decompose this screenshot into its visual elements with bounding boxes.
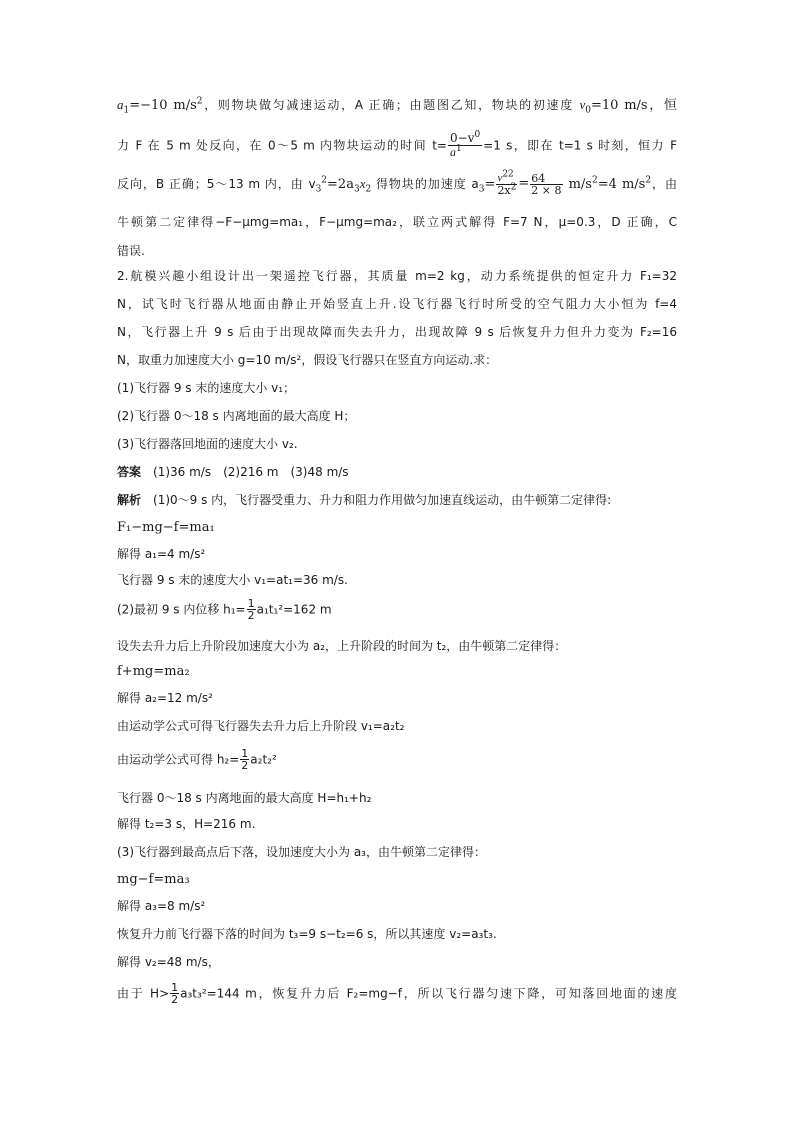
sub-question-1: (1)飞行器 9 s 末的速度大小 v₁；	[117, 381, 296, 395]
result-a3: 解得 a₃=8 m/s²	[117, 899, 206, 913]
result-t2-H: 解得 t₂=3 s，H=216 m.	[117, 817, 256, 831]
fraction-time: $\frac{0-v^0}{a^1}$	[450, 130, 481, 159]
equation-2: f+mg=ma₂	[117, 664, 190, 679]
equation-1: F₁−mg−f=ma₁	[117, 520, 215, 535]
fraction-denominator: 2x	[497, 184, 511, 197]
kinematics-v1: 由运动学公式可得飞行器失去升力后上升阶段 v₁=a₂t₂	[117, 719, 405, 733]
displacement-h1	[117, 598, 332, 624]
text-segment: 得物块的加速度 a	[371, 176, 479, 191]
fraction-v-over-2x: $\frac{v^{22}}{2x^2}$	[497, 169, 517, 197]
question-line-2: N，试飞时飞行器从地面由静止开始竖直上升.设飞行器飞行时所受的空气阻力大小恒为 f=4	[117, 297, 677, 311]
text-segment: m/s	[563, 176, 592, 192]
result-v2: 解得 v₂=48 m/s，	[117, 955, 220, 969]
text-line-4: 牛顿第二定律得−F−μmg=ma₁，F−μmg=ma₂，联立两式解得 F=7 N，μ=0.3，D 正确，C	[117, 215, 677, 229]
text-line-2	[117, 132, 677, 160]
symbol-a: a	[117, 97, 124, 112]
result-v1: 飞行器 9 s 末的速度大小 v₁=at₁=36 m/s.	[117, 573, 348, 587]
result-a2: 解得 a₂=12 m/s²	[117, 691, 213, 705]
text-line-1: $a_1=-10$ $m/s^2$，则物块做匀减速运动，A 正确；由题图乙知，物块的初速度 $v_0=10$ m/s，恒	[117, 96, 677, 116]
equation-3: mg−f=ma₃	[117, 872, 190, 887]
max-height-eq: 飞行器 0～18 s 内离地面的最大高度 H=h₁+h₂	[117, 791, 372, 805]
text-line-5: 错误.	[117, 244, 145, 258]
text-segment: =	[484, 176, 496, 192]
question-line-3: N，飞行器上升 9 s 后由于出现故障而失去升力，出现故障 9 s 后恢复升力但升力变为 F₂=16	[117, 325, 677, 339]
result-a1: 解得 a₁=4 m/s²	[117, 547, 206, 561]
fraction-half: $\frac{1}{2}$	[241, 747, 249, 772]
text-segment: 由于 H>	[117, 986, 170, 1001]
answer-line	[117, 464, 349, 480]
final-line	[117, 982, 677, 1008]
text-segment: =−10 m/s	[129, 98, 197, 113]
text-segment: a₂t₂²	[250, 752, 277, 767]
text-segment: ，由	[651, 176, 677, 191]
text-segment: (1)0～9 s 内，飞行器受重力、升力和阻力作用做匀加速直线运动，由牛顿第二定律得:	[141, 493, 612, 507]
symbol-x: x	[359, 175, 366, 191]
text-segment: =2a	[327, 176, 354, 192]
answer-values: (1)36 m/s (2)216 m (3)48 m/s	[141, 465, 349, 479]
fraction-numerator: 0−v	[450, 131, 475, 145]
text-segment: ，则物块做匀减速运动，A 正确；由题图乙知，物块的初速度	[202, 98, 580, 112]
text-segment: =10 m/s，恒	[590, 98, 677, 113]
text-segment: a₃t₃²=144 m，恢复升力后 F₂=mg−f，所以飞行器匀速下降，可知落回地面的速度	[180, 986, 677, 1001]
question-line-1: 2.航模兴趣小组设计出一架遥控飞行器，其质量 m=2 kg，动力系统提供的恒定升力 F₁=32	[117, 269, 677, 283]
analysis-line-3: (3)飞行器到最高点后下落，设加速度大小为 a₃，由牛顿第二定律得：	[117, 845, 486, 859]
analysis-label: 解析	[117, 493, 142, 507]
question-line-4: N，取重力加速度大小 g=10 m/s²，假设飞行器只在竖直方向运动.求：	[117, 353, 498, 367]
analysis-line-1	[117, 492, 611, 508]
text-segment: 反向，B 正确；5～13 m 内，由 v	[117, 176, 316, 191]
fraction-half: $\frac{1}{2}$	[171, 981, 179, 1006]
text-line-3: 反向，B 正确；5～13 m 内，由 $v_3^2=2a_3x_2$ 得物块的加速度 $a_3=$ $\frac{v^{22}}{2x^2}$ = $\frac{64}{2 \times 8}$ $m/s^2=4$ $m/s^2$，由	[117, 169, 677, 197]
fraction-numerator: v	[497, 172, 503, 184]
text-segment: a₁t₁²=162 m	[256, 602, 332, 617]
sub-question-2: (2)飞行器 0～18 s 内离地面的最大高度 H；	[117, 409, 356, 423]
text-segment: 力 F 在 5 m 处反向，在 0～5 m 内物块运动的时间 t=	[117, 138, 447, 153]
fraction-64-over-16: $\frac{64}{2 \times 8}$	[531, 171, 562, 197]
text-segment: (2)最初 9 s 内位移 h₁=	[117, 602, 246, 617]
analysis-line-2: 设失去升力后上升阶段加速度大小为 a₂，上升阶段的时间为 t₂，由牛顿第二定律得：	[117, 639, 567, 653]
text-segment: =4 m/s	[597, 176, 646, 192]
fall-time: 恢复升力前飞行器下落的时间为 t₃=9 s−t₂=6 s，所以其速度 v₂=a₃t₃.	[117, 927, 497, 941]
sub-question-3: (3)飞行器落回地面的速度大小 v₂.	[117, 437, 298, 451]
text-segment: 由运动学公式可得 h₂=	[117, 752, 240, 767]
kinematics-h2	[117, 748, 277, 774]
fraction-half: $\frac{1}{2}$	[247, 597, 255, 622]
answer-label: 答案	[117, 465, 142, 479]
text-segment: =1 s，即在 t=1 s 时刻，恒力 F	[483, 138, 677, 153]
fraction-denominator: a	[450, 145, 456, 159]
